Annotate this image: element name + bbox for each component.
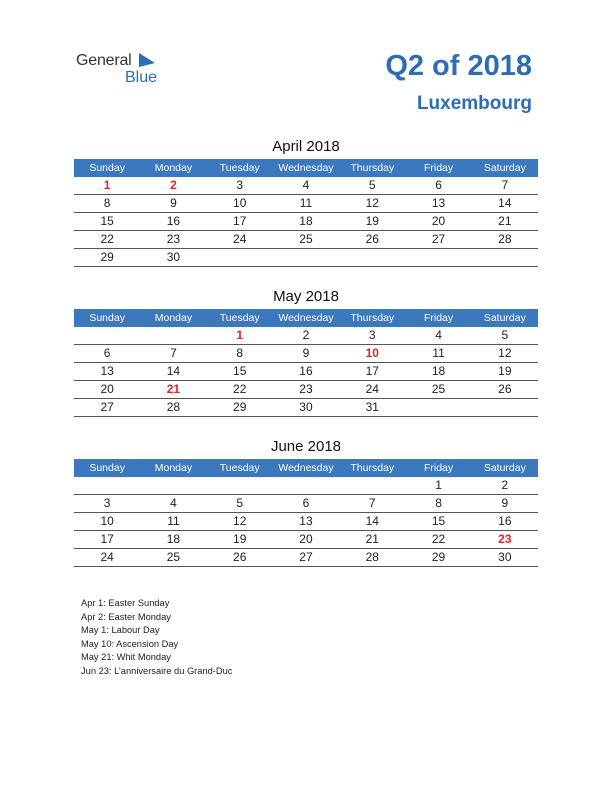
day-cell: 20 [100, 382, 114, 396]
day-cell: 3 [103, 496, 111, 510]
day-cell: 22 [233, 382, 247, 396]
holiday-day-cell: 21 [166, 382, 181, 396]
logo [76, 52, 176, 88]
day-cell [140, 477, 206, 494]
day-cell: 12 [233, 514, 247, 528]
day-cell: 6 [435, 178, 442, 192]
day-cell: 3 [368, 328, 376, 342]
day-cell: 5 [368, 178, 376, 192]
day-cell: 24 [365, 382, 379, 396]
weekday-label: Wednesday [278, 162, 334, 174]
day-cell: 6 [103, 346, 111, 360]
day-cell: 28 [365, 550, 379, 564]
weekday-label: Sunday [89, 462, 125, 474]
day-cell: 15 [100, 214, 114, 228]
weekday-header [74, 159, 538, 177]
weekday-label: Tuesday [219, 312, 260, 324]
day-cell: 29 [233, 400, 247, 414]
day-cell: 4 [170, 496, 177, 510]
holiday-note: May 10: Ascension Day [81, 638, 179, 649]
day-cell [140, 327, 206, 344]
day-cell: 29 [431, 550, 446, 564]
day-cell: 26 [365, 232, 379, 246]
day-cell: 21 [498, 214, 512, 228]
day-cell: 15 [431, 514, 446, 528]
day-cell: 11 [432, 346, 445, 360]
day-cell: 25 [431, 382, 446, 396]
day-cell: 28 [498, 232, 512, 246]
weekday-label: Sunday [89, 162, 125, 174]
country-name: Luxembourg [416, 93, 532, 114]
week-row [74, 381, 538, 399]
day-cell [472, 249, 538, 266]
month-title: June 2018 [270, 438, 342, 455]
holiday-note: May 1: Labour Day [81, 625, 160, 635]
week-row [74, 531, 538, 549]
day-cell [339, 249, 405, 266]
day-cell: 14 [365, 514, 379, 528]
day-cell: 17 [100, 532, 114, 546]
day-cell: 19 [498, 364, 512, 378]
week-row [74, 549, 538, 567]
month-april [74, 136, 538, 267]
day-cell: 30 [299, 400, 313, 414]
day-cell: 26 [498, 382, 512, 396]
day-cell [339, 477, 405, 494]
holiday-day-cell: 23 [498, 532, 512, 546]
day-cell: 22 [431, 532, 446, 546]
weekday-label: Friday [423, 462, 454, 474]
day-cell: 24 [100, 550, 114, 564]
day-cell: 18 [299, 214, 313, 228]
weekday-label: Thursday [350, 462, 395, 474]
weekday-label: Saturday [483, 162, 526, 174]
month-june [74, 436, 538, 567]
day-cell: 17 [233, 214, 247, 228]
day-cell: 20 [431, 214, 446, 228]
day-cell: 5 [236, 496, 244, 510]
week-row [74, 231, 538, 249]
day-cell: 9 [302, 346, 310, 360]
day-cell: 9 [170, 196, 177, 210]
day-cell [405, 249, 471, 266]
day-cell: 16 [166, 214, 181, 228]
week-row [74, 345, 538, 363]
day-cell: 2 [501, 478, 509, 492]
week-row [74, 495, 538, 513]
day-cell: 2 [302, 328, 310, 342]
day-cell [74, 477, 140, 494]
day-cell: 25 [299, 232, 313, 246]
day-cell: 22 [100, 232, 114, 246]
day-cell: 18 [166, 532, 181, 546]
day-cell: 14 [166, 364, 181, 378]
week-row [74, 213, 538, 231]
day-cell [405, 399, 471, 416]
holiday-note: May 21: Whit Monday [81, 652, 171, 662]
month-title: May 2018 [273, 288, 339, 305]
weekday-label: Tuesday [219, 462, 260, 474]
holiday-day-cell: 1 [236, 328, 244, 342]
weekday-label: Wednesday [278, 462, 334, 474]
day-cell: 7 [368, 496, 376, 510]
day-cell: 17 [365, 364, 379, 378]
holiday-note: Apr 1: Easter Sunday [81, 598, 170, 608]
page-title: Q2 of 2018 [385, 50, 532, 82]
logo-general-text: General [76, 52, 132, 69]
weekday-label: Saturday [483, 312, 526, 324]
day-cell: 12 [498, 346, 512, 360]
weekday-label: Thursday [350, 312, 395, 324]
day-cell: 16 [299, 364, 313, 378]
day-cell [472, 399, 538, 416]
week-row [74, 513, 538, 531]
day-cell [207, 477, 273, 494]
day-cell: 9 [501, 496, 509, 510]
week-row [74, 195, 538, 213]
weekday-label: Monday [154, 162, 193, 174]
weekday-label: Tuesday [219, 162, 260, 174]
holiday-day-cell: 10 [365, 346, 379, 360]
day-cell: 30 [166, 250, 181, 264]
weekday-header [74, 309, 538, 327]
weekday-header [74, 459, 538, 477]
day-cell [273, 477, 339, 494]
day-cell: 10 [100, 514, 114, 528]
logo-blue-text: Blue [125, 69, 158, 86]
holiday-note: Apr 2: Easter Monday [81, 611, 171, 622]
holiday-notes [81, 597, 232, 678]
day-cell [273, 249, 339, 266]
day-cell [74, 327, 140, 344]
day-cell: 20 [299, 532, 313, 546]
day-cell: 4 [435, 328, 442, 342]
holiday-day-cell: 2 [170, 178, 177, 192]
day-cell: 11 [167, 514, 180, 528]
day-cell: 14 [498, 196, 512, 210]
day-cell: 4 [302, 178, 310, 192]
day-cell: 13 [100, 364, 114, 378]
week-row [74, 249, 538, 267]
weekday-label: Thursday [350, 162, 395, 174]
day-cell: 15 [233, 364, 247, 378]
weekday-label: Friday [423, 312, 454, 324]
day-cell: 16 [498, 514, 512, 528]
day-cell: 23 [166, 232, 181, 246]
day-cell: 6 [302, 496, 310, 510]
weekday-label: Friday [423, 162, 454, 174]
logo-flag-icon [139, 53, 155, 67]
day-cell: 7 [170, 346, 177, 360]
weekday-label: Saturday [483, 462, 526, 474]
day-cell: 8 [103, 196, 111, 210]
day-cell: 10 [233, 196, 247, 210]
day-cell: 29 [100, 250, 114, 264]
day-cell: 27 [100, 400, 114, 414]
month-title: April 2018 [272, 138, 340, 155]
day-cell: 8 [236, 346, 244, 360]
day-cell: 1 [435, 478, 442, 492]
day-cell: 11 [299, 196, 313, 210]
day-cell: 31 [365, 400, 379, 414]
day-cell: 13 [431, 196, 446, 210]
day-cell: 3 [236, 178, 244, 192]
day-cell: 26 [233, 550, 247, 564]
week-row [74, 327, 538, 345]
month-may [74, 286, 538, 417]
day-cell: 28 [166, 400, 181, 414]
holiday-note: Jun 23: L’anniversaire du Grand-Duc [81, 665, 233, 676]
week-row [74, 477, 538, 495]
day-cell: 24 [233, 232, 247, 246]
day-cell: 12 [365, 196, 379, 210]
day-cell: 13 [299, 514, 313, 528]
day-cell: 5 [501, 328, 509, 342]
day-cell: 30 [498, 550, 512, 564]
day-cell: 7 [501, 178, 509, 192]
day-cell: 19 [233, 532, 247, 546]
day-cell: 25 [166, 550, 181, 564]
weekday-label: Monday [154, 462, 193, 474]
week-row [74, 399, 538, 417]
weekday-label: Sunday [89, 312, 125, 324]
weekday-label: Monday [154, 312, 193, 324]
weekday-label: Wednesday [278, 312, 334, 324]
day-cell: 8 [435, 496, 442, 510]
week-row [74, 177, 538, 195]
day-cell: 18 [431, 364, 446, 378]
day-cell [207, 249, 273, 266]
day-cell: 27 [431, 232, 446, 246]
day-cell: 21 [365, 532, 379, 546]
day-cell: 23 [299, 382, 313, 396]
holiday-day-cell: 1 [103, 178, 111, 192]
day-cell: 19 [365, 214, 379, 228]
week-row [74, 363, 538, 381]
day-cell: 27 [299, 550, 313, 564]
